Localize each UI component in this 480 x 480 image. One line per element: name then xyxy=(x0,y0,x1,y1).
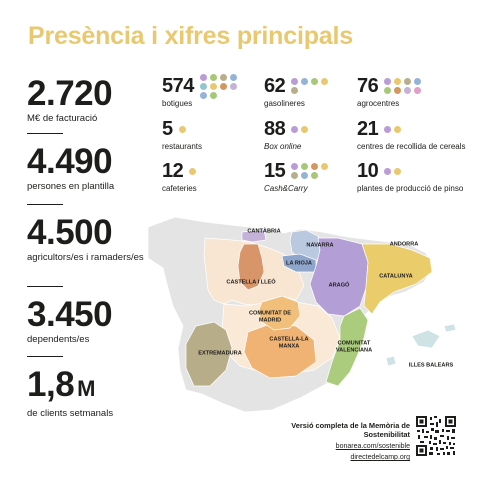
label-catalunya: CATALUNYA xyxy=(379,273,413,280)
stat-petrol-stations-label: gasolineres xyxy=(264,99,305,108)
stat-revenue-value: 2.720 xyxy=(27,74,113,113)
report-caption: Versió completa de la Memòria de Sostenibilitat xyxy=(291,421,410,440)
stat-petrol-stations-value: 62 xyxy=(264,75,286,97)
label-madrid: COMUNITAT DE MADRID xyxy=(248,310,292,323)
stat-clients-unit: M xyxy=(77,376,96,401)
label-extremadura: EXTREMADURA xyxy=(198,350,242,357)
stat-feed-plants-value: 10 xyxy=(357,160,379,182)
stat-staff-value: 4.490 xyxy=(27,142,113,181)
qr-code-icon[interactable] xyxy=(416,416,456,456)
stat-agrocentres-label: agrocentres xyxy=(357,99,400,108)
stat-cash-carry-label: Cash&Carry xyxy=(264,184,308,193)
label-castella-lleo: CASTELLA I LLEÓ xyxy=(226,279,276,286)
label-castella-manxa: CASTELLA-LA MANXA xyxy=(269,336,309,349)
stat-cash-carry-value: 15 xyxy=(264,160,286,182)
stat-shop-assistants-label: dependents/es xyxy=(27,334,90,345)
stat-cafeterias-value: 12 xyxy=(162,160,184,182)
stat-box-online-label: Box online xyxy=(264,142,302,151)
footer-links xyxy=(336,442,410,462)
link-sostenible[interactable]: bonarea.com/sostenible xyxy=(335,443,410,450)
label-andorra: ANDORRA xyxy=(389,241,419,248)
stat-cafeterias-label: cafeteries xyxy=(162,184,197,193)
region-balears-eivissa xyxy=(386,356,396,366)
stat-cereal-centres-label: centres de recollida de cereals xyxy=(357,142,466,151)
region-balears-menorca xyxy=(444,324,456,332)
stat-shops-label: botigues xyxy=(162,99,193,108)
stat-clients-label: de clients setmanals xyxy=(27,408,114,419)
stat-farmers-label: agricultors/es i ramaders/es xyxy=(27,252,144,263)
stat-clients-value: 1,8 xyxy=(27,365,75,404)
stat-agrocentres-value: 76 xyxy=(357,75,379,97)
stat-cereal-centres-value: 21 xyxy=(357,118,379,140)
stat-farmers-value: 4.500 xyxy=(27,213,113,252)
label-valenciana: COMUNITAT VALENCIANA xyxy=(335,340,373,353)
label-cantabria: CANTÀBRIA xyxy=(247,228,281,235)
label-la-rioja: LA RIOJA xyxy=(286,260,312,267)
stat-box-online-value: 88 xyxy=(264,118,286,140)
label-arago: ARAGÓ xyxy=(328,282,350,289)
stat-staff-label: persones en plantilla xyxy=(27,181,115,192)
stat-restaurants-label: restaurants xyxy=(162,142,203,151)
stat-shops-value: 574 xyxy=(162,75,194,97)
stat-revenue-label: M€ de facturació xyxy=(27,113,98,124)
region-balears-mallorca xyxy=(412,330,440,348)
stat-feed-plants-label: plantes de producció de pinso xyxy=(357,184,464,193)
stat-restaurants-value: 5 xyxy=(162,118,173,140)
link-directedelcamp[interactable]: directedelcamp.org xyxy=(350,454,410,461)
label-balears: ILLES BALEARS xyxy=(408,362,454,369)
label-navarra: NAVARRA xyxy=(306,242,334,249)
stat-shop-assistants-value: 3.450 xyxy=(27,295,113,334)
page-title: Presència i xifres principals xyxy=(28,22,353,50)
